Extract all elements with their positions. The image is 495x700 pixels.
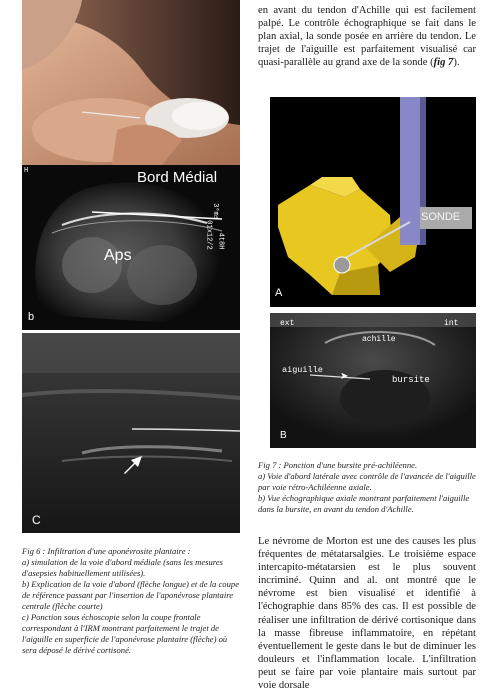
panel-letter-c: C (32, 513, 41, 527)
fig6-caption-line: b) Explication de la voie d'abord (flèche longue) et de la coupe de référence passant par l'insertion de l'aponévrose plantaire centrale (flèche courte) (22, 579, 240, 611)
aiguille-label: aiguille (282, 365, 323, 375)
fig7-echo-b (270, 313, 476, 448)
scan-info-2: 01x12/2 (204, 220, 213, 250)
fig6-photo-a (22, 0, 240, 165)
text-top-after: ). (453, 57, 460, 69)
ultrasound-illustration (270, 313, 476, 448)
panel-letter-b: B (280, 430, 287, 441)
achille-label: achille (362, 335, 396, 344)
fig7-caption-line: b) Vue échographique axiale montrant parfaitement l'aiguille dans la bursite, en avant du tendon d'Achille. (258, 493, 470, 514)
sonde-label: SONDE (421, 211, 461, 223)
ultrasound-illustration (22, 333, 240, 533)
morton-paragraph: Le névrome de Morton est une des causes les plus fréquentes de métatarsalgies. Le troisième espace intercapito-métatarsien est le plus souvent incriminé. Quinn and al. ont montré que le névrome est bien visualisé et identifié à l'échographie dans 85% des cas. Il est possible de réaliser une infiltration de dérivé cortisonique dans la masse fibreuse inflammatoire, en répétant éventuellement le geste dans le but de diminuer les douleurs et l'inflammation locale. L'infiltration peut se faire par voie plantaire mais surtout par voie dorsale (258, 536, 476, 692)
foot-photo-illustration (22, 0, 240, 165)
fig7-caption-line: a) Voie d'abord latérale avec contrôle de l'avancée de l'aiguille par voie rétro-Achiléenne axiale. (258, 471, 476, 492)
text-top (258, 4, 476, 69)
corner-letter: H (24, 167, 29, 175)
ext-label: ext (280, 319, 295, 328)
bord-medial-label: Bord Médial (137, 169, 218, 186)
pointer-arrow-icon: ➤ (340, 371, 349, 382)
arrow-icon (122, 453, 146, 475)
fig7-model-a (270, 97, 476, 307)
bursite-label: bursite (392, 375, 430, 385)
fig6-caption-line: a) simulation de la voie d'abord médiale (sans les mesures d'asepsies habituellement utilisées). (22, 557, 223, 578)
panel-letter-a: A (275, 287, 283, 299)
fig6-caption-line: c) Ponction sous échoscopie selon la coupe frontale correspondant à l'IRM montrant parfaitement le trajet de l'aiguille en superficie de l'aponévrose plantaire (flèche) où sera déposé le dérivé cortisoné. (22, 612, 228, 655)
text-bottom (258, 535, 476, 692)
fig7-caption-line: Fig 7 : Ponction d'une bursite pré-achiléenne. (258, 460, 418, 470)
fig6-echo-c (22, 333, 240, 533)
scan-info-1: 3⁰ms (210, 203, 219, 220)
fig7-caption (258, 460, 476, 515)
scan-info-3: 4t8H (216, 232, 225, 250)
fig6-caption-line: Fig 6 : Infiltration d'une aponévrosite plantaire : (22, 546, 191, 556)
text-top-before: en avant du tendon d'Achille qui est facilement palpé. Le contrôle échographique se fait dans le plan axial, la sonde posée en arrière du tendon. Le trajet de l'aiguille est parfaitement visualisé car quasi-parallèle au grand axe de la sonde ( (258, 5, 476, 69)
3d-model-illustration (270, 97, 476, 307)
fig6-mri-b (22, 165, 240, 330)
aps-label: Aps (104, 247, 132, 264)
panel-letter-b: b (28, 311, 35, 323)
fig7-reference: fig 7 (433, 57, 454, 69)
fig6-caption (22, 546, 240, 656)
int-label: int (444, 319, 459, 328)
